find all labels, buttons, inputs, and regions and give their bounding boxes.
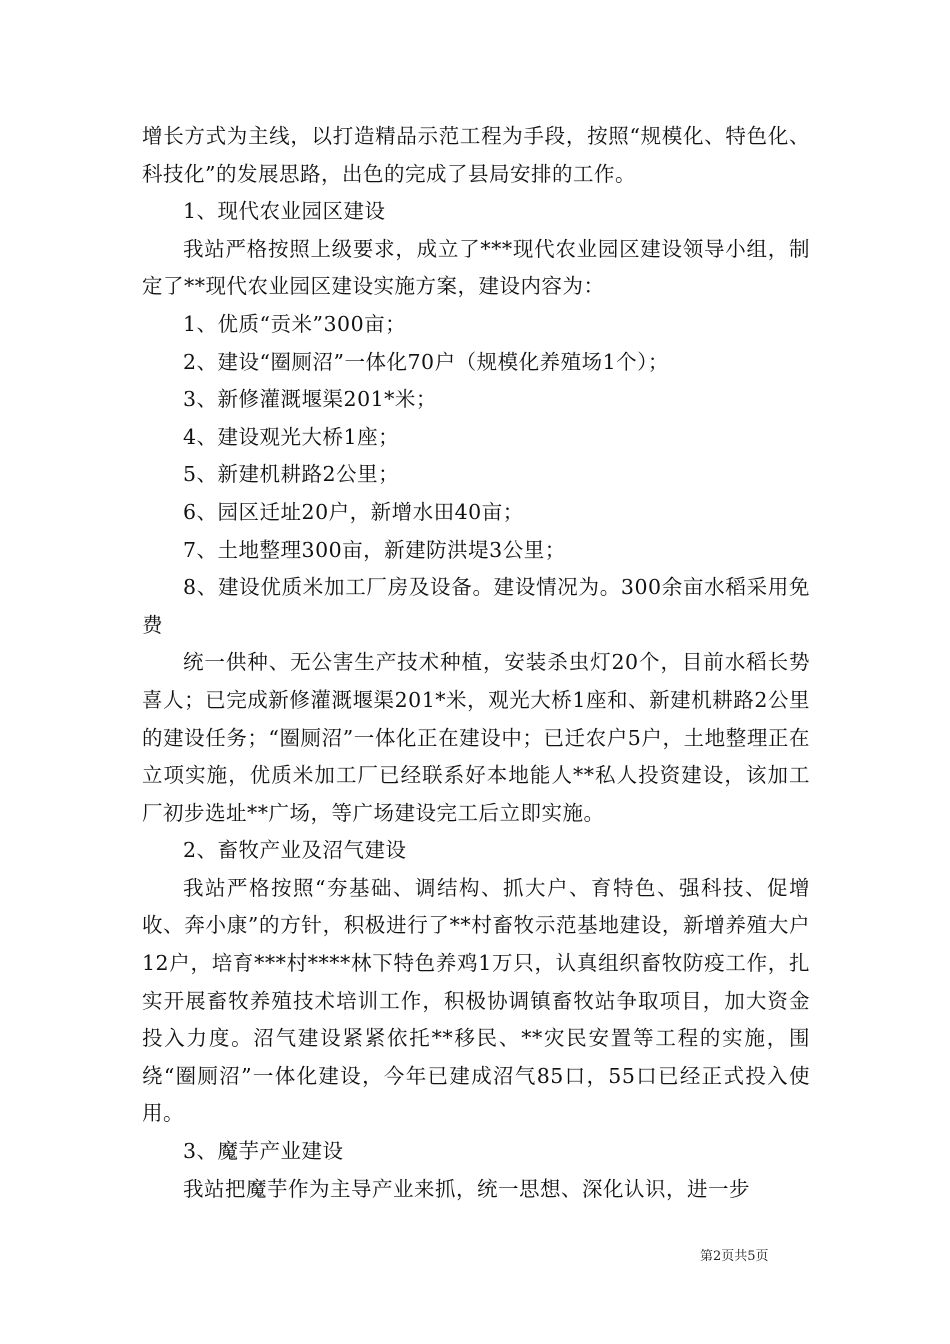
list-item: 3、新修灌溉堰渠201*米； [183,387,437,412]
paragraph: 增长方式为主线，以打造精品示范工程为手段，按照“规模化、特色化、科技化”的发展思路，出色的完成了县局安排的工作。 [142,124,810,186]
list-item: 6、园区迁址20户，新增水田40亩； [183,499,524,524]
list-item: 7、土地整理300亩，新建防洪堤3公里； [183,537,566,562]
list-item: 8、建设优质米加工厂房及设备。建设情况为。300余亩水稻采用免费 [142,575,810,637]
section-heading: 2、畜牧产业及沼气建设 [183,838,407,863]
paragraph: 统一供种、无公害生产技术种植，安装杀虫灯20个，目前水稻长势喜人；已完成新修灌溉堰渠201*米，观光大桥1座和、新建机耕路2公里的建设任务；“圈厕沼”一体化正在建设中；已迁农户5户，土地整理正在立项实施，优质米加工厂已经联系好本地能人**私人投资建设，该加工厂初步选址**广场，等广场建设完工后立即实施。 [142,650,810,825]
paragraph: 我站把魔芋作为主导产业来抓，统一思想、深化认识，进一步 [183,1176,750,1201]
list-item: 2、建设“圈厕沼”一体化70户（规模化养殖场1个）； [183,349,669,374]
paragraph: 我站严格按照“夯基础、调结构、抓大户、育特色、强科技、促增收、奔小康”的方针，积极进行了**村畜牧示范基地建设，新增养殖大户12户，培育***村****林下特色养鸡1万只，认真组织畜牧防疫工作，扎实开展畜牧养殖技术培训工作，积极协调镇畜牧站争取项目，加大资金投入力度。沼气建设紧紧依托**移民、**灾民安置等工程的实施，围绕“圈厕沼”一体化建设，今年已建成沼气85口，55口已经正式投入使用。 [142,875,810,1126]
list-item: 4、建设观光大桥1座； [183,424,400,449]
list-item: 5、新建机耕路2公里； [183,462,400,487]
page-number: 第2页共5页 [700,1249,769,1264]
document-body [142,118,810,1208]
section-heading: 1、现代农业园区建设 [183,199,386,224]
section-heading: 3、魔芋产业建设 [183,1139,344,1164]
paragraph: 我站严格按照上级要求，成立了***现代农业园区建设领导小组，制定了**现代农业园区建设实施方案，建设内容为： [142,236,810,299]
list-item: 1、优质“贡米”300亩； [183,311,407,336]
